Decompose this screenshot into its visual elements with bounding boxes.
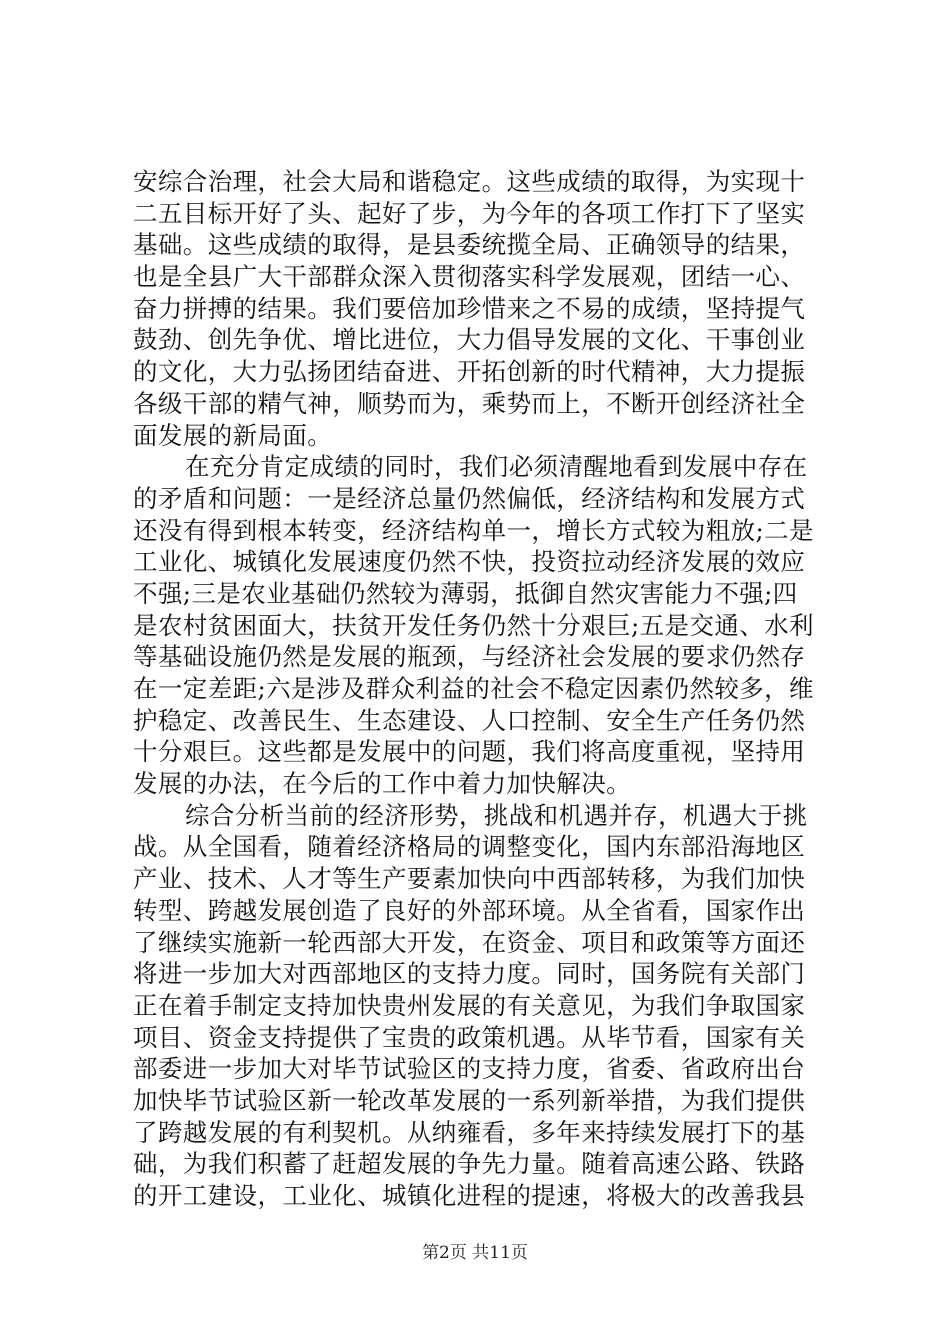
text-line: 的矛盾和问题：一是经济总量仍然偏低，经济结构和发展方式 [133,483,806,513]
text-line: 各级干部的精气神，顺势而为，乘势而上，不断开创经济社全 [133,388,806,418]
text-line: 将进一步加大对西部地区的支持力度。同时，国务院有关部门 [133,959,806,989]
text-line: 安综合治理，社会大局和谐稳定。这些成绩的取得，为实现十 [133,167,806,196]
text-line: 十分艰巨。这些都是发展中的问题，我们将高度重视，坚持用 [133,737,806,767]
text-line: 转型、跨越发展创造了良好的外部环境。从全省看，国家作出 [133,895,806,925]
text-line: 产业、技术、人才等生产要素加快向中西部转移，为我们加快 [133,864,806,894]
text-line: 鼓劲、创先争优、增比进位，大力倡导发展的文化、干事创业 [133,325,806,355]
paragraph-start-line: 综合分析当前的经济形势，挑战和机遇并存，机遇大于挑 [185,800,808,830]
text-line: 了跨越发展的有利契机。从纳雍看，多年来持续发展打下的基 [133,1117,806,1147]
text-line: 不强;三是农业基础仍然较为薄弱，抵御自然灾害能力不强;四 [133,578,798,608]
page-number-footer: 第2页 共11页 [422,1243,528,1263]
text-line: 础，为我们积蓄了赶超发展的争先力量。随着高速公路、铁路 [133,1149,806,1179]
text-line: 部委进一步加大对毕节试验区的支持力度，省委、省政府出台 [133,1054,806,1084]
body-text [133,166,833,1212]
text-line: 了继续实施新一轮西部大开发，在资金、项目和政策等方面还 [133,927,806,957]
text-line: 战。从全国看，随着经济格局的调整变化，国内东部沿海地区 [133,832,806,862]
text-line: 项目、资金支持提供了宝贵的政策机遇。从毕节看，国家有关 [133,1022,806,1052]
text-line: 奋力拼搏的结果。我们要倍加珍惜来之不易的成绩，坚持提气 [133,293,806,323]
text-line: 的文化，大力弘扬团结奋进、开拓创新的时代精神，大力提振 [133,357,806,387]
text-line: 基础。这些成绩的取得，是县委统揽全局、正确领导的结果， [133,230,806,260]
text-line: 的开工建设，工业化、城镇化进程的提速，将极大的改善我县 [133,1181,806,1210]
text-line: 护稳定、改善民生、生态建设、人口控制、安全生产任务仍然 [133,705,806,735]
text-line: 等基础设施仍然是发展的瓶颈，与经济社会发展的要求仍然存 [133,642,806,672]
text-line: 是农村贫困面大，扶贫开发任务仍然十分艰巨;五是交通、水利 [133,610,814,640]
text-line: 正在着手制定支持加快贵州发展的有关意见，为我们争取国家 [133,990,806,1020]
paragraph-start-line: 在充分肯定成绩的同时，我们必须清醒地看到发展中存在 [185,452,808,482]
text-line: 加快毕节试验区新一轮改革发展的一系列新举措，为我们提供 [133,1085,806,1115]
text-line: 工业化、城镇化发展速度仍然不快，投资拉动经济发展的效应 [133,547,806,577]
text-line: 还没有得到根本转变，经济结构单一，增长方式较为粗放;二是 [133,515,814,545]
text-line: 也是全县广大干部群众深入贯彻落实科学发展观，团结一心、 [133,262,806,292]
text-line: 在一定差距;六是涉及群众利益的社会不稳定因素仍然较多，维 [133,674,814,703]
text-line: 发展的办法，在今后的工作中着力加快解决。 [133,769,631,799]
text-line: 二五目标开好了头、起好了步，为今年的各项工作打下了坚实 [133,198,806,228]
text-line: 面发展的新局面。 [133,420,333,450]
